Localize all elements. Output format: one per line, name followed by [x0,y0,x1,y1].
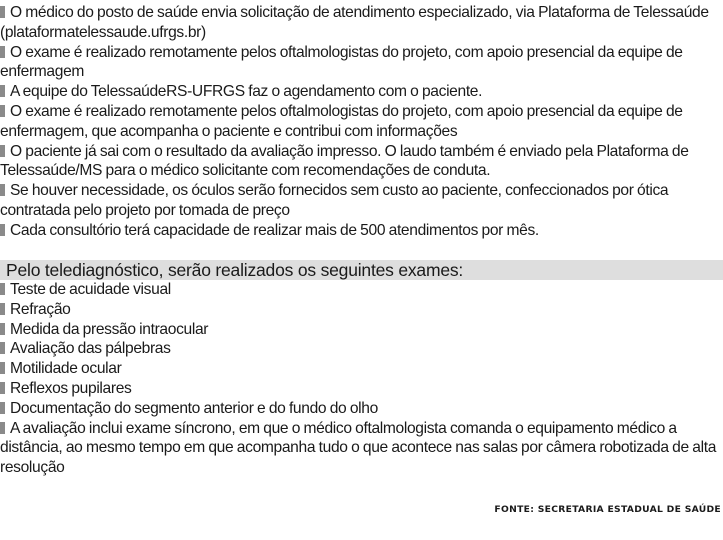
list-item [0,379,720,399]
square-bullet-icon [0,283,5,295]
list-item [0,221,720,241]
list-item-text: Cada consultório terá capacidade de realizar mais de 500 atendimentos por mês. [10,221,539,239]
list-item [0,339,720,359]
list-item-text: O paciente já sai com o resultado da avaliação impresso. O laudo também é enviado pela Plataforma de Telessaúde/MS para o médico solicitante com recomendações de conduta. [0,142,689,180]
list-item [0,359,720,379]
list-item-text: Motilidade ocular [10,360,122,378]
square-bullet-icon [0,145,5,157]
list-item [0,82,720,102]
square-bullet-icon [0,46,5,58]
list-item [0,399,720,419]
square-bullet-icon [0,342,5,354]
process-steps-list [0,3,720,241]
square-bullet-icon [0,422,5,434]
list-item [0,3,720,43]
square-bullet-icon [0,105,5,117]
list-item-text: Avaliação das pálpebras [10,340,171,358]
list-item [0,142,720,182]
list-item [0,320,720,340]
list-item [0,43,720,83]
square-bullet-icon [0,402,5,414]
square-bullet-icon [0,184,5,196]
list-item-text: Se houver necessidade, os óculos serão fornecidos sem custo ao paciente, confeccionados por ótica contratada pelo projeto por tomada de preço [0,182,669,219]
list-item-text: Teste de acuidade visual [10,281,171,298]
square-bullet-icon [0,362,5,374]
list-item-text: A avaliação inclui exame síncrono, em que o médico oftalmologista comanda o equipamento médico a distância, ao mesmo tempo em que acompanha tudo o que acontece nas salas por câmera robotizada de alta resolução [0,419,717,477]
square-bullet-icon [0,85,5,97]
list-item [0,419,720,478]
square-bullet-icon [0,303,5,315]
list-item [0,102,720,142]
list-item-text: O exame é realizado remotamente pelos oftalmologistas do projeto, com apoio presencial da equipe de enfermagem, que acompanha o paciente e contribui com informações [0,102,683,140]
list-item [0,280,720,300]
list-item-text: Reflexos pupilares [10,379,132,397]
exams-section-title: Pelo telediagnóstico, serão realizados os seguintes exames: [6,260,464,280]
square-bullet-icon [0,382,5,394]
list-item-text: Refração [10,300,71,318]
square-bullet-icon [0,323,5,335]
exams-section-header [0,260,723,280]
list-item [0,300,720,320]
square-bullet-icon [0,224,5,236]
source-credit: FONTE: SECRETARIA ESTADUAL DE SAÚDE [494,504,721,515]
exams-list [0,280,720,478]
list-item-text: O médico do posto de saúde envia solicitação de atendimento especializado, via Plataforma de Telessaúde (plataformatelessaude.ufrgs.br) [0,4,709,41]
list-item-text: Documentação do segmento anterior e do fundo do olho [10,399,378,417]
list-item-text: A equipe do TelessaúdeRS-UFRGS faz o agendamento com o paciente. [10,83,483,101]
list-item-text: O exame é realizado remotamente pelos oftalmologistas do projeto, com apoio presencial da equipe de enfermagem [0,43,683,81]
square-bullet-icon [0,6,5,18]
list-item-text: Medida da pressão intraocular [10,320,209,338]
list-item [0,181,720,221]
